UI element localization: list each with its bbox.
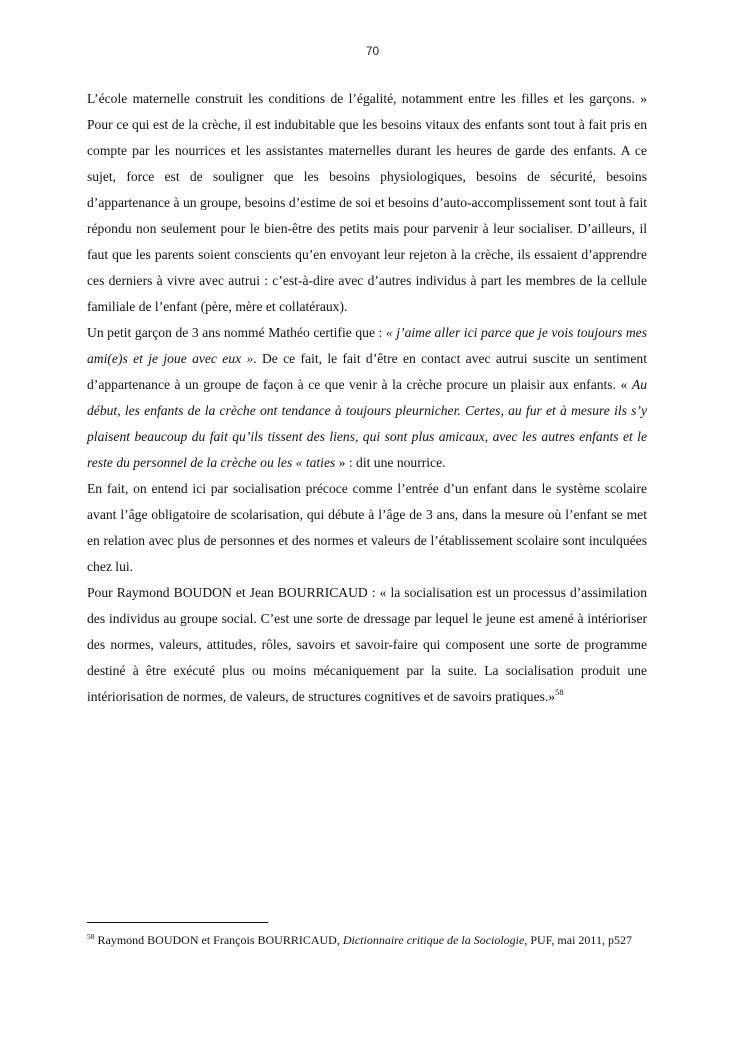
quotation-italic: Au début, les enfants de la crèche ont tendance à toujours pleurnicher. Certes, au fur et à mesure ils s’y plaisent beaucoup du fait qu’ils tissent des liens, qui sont plus amicaux, avec les autres enfants et le reste du personnel de la crèche ou les « taties xyxy=(87,377,647,470)
text-segment: » : dit une nourrice. xyxy=(335,455,446,470)
footnote-text: , PUF, mai 2011, p527 xyxy=(524,933,632,947)
footnote-text: Raymond BOUDON et François BOURRICAUD, xyxy=(94,933,343,947)
paragraph-3 xyxy=(87,476,647,580)
text-segment: L’école maternelle construit les conditions de l’égalité, notamment entre les filles et les garçons. » Pour ce qui est de la crèche, il est indubitable que les besoins vitaux des enfants sont tout à fait pris en compte par les nourrices et les assistantes maternelles durant les heures de garde des enfants. A ce sujet, force est de souligner que les besoins physiologiques, besoins de sécurité, besoins d’appartenance à un groupe, besoins d’estime de soi et besoins d’auto-accomplissement sont tout à fait répondu non seulement pour le bien-être des petits mais pour parvenir à leur socialiser. D’ailleurs, il faut que les parents soient conscients qu’en envoyant leur rejeton à la crèche, ils essaient d’apprendre ces derniers à vivre avec autrui : c’est-à-dire avec d’autres individus à part les membres de la cellule familiale de l’enfant (père, mère et collatéraux). xyxy=(87,91,647,314)
text-segment: En fait, on entend ici par socialisation précoce comme l’entrée d’un enfant dans le système scolaire avant l’âge obligatoire de scolarisation, qui débute à l’âge de 3 ans, dans la mesure où l’enfant se met en relation avec plus de personnes et des normes et valeurs de l’établissement scolaire sont inculquées chez lui. xyxy=(87,481,647,574)
paragraph-4 xyxy=(87,580,647,710)
paragraph-1 xyxy=(87,86,647,320)
quotation-italic: « j’aime aller ici parce que je vois toujours mes ami(e)s et je joue avec eux » xyxy=(87,325,648,366)
footnote-reference[interactable]: 58 xyxy=(555,687,564,697)
body-text xyxy=(87,86,647,710)
text-segment: . De ce fait, le fait d’être en contact avec autrui suscite un sentiment d’appartenance à un groupe de façon à ce que venir à la crèche procure un plaisir aux enfants. « xyxy=(87,351,647,392)
text-segment: Un petit garçon de 3 ans nommé Mathéo certifie que : xyxy=(87,325,386,340)
text-segment: Pour Raymond BOUDON et Jean BOURRICAUD : « la socialisation est un processus d’assimilation des individus au groupe social. C’est une sorte de dressage par lequel le jeune est amené à intérioriser des normes, valeurs, attitudes, rôles, savoirs et savoir-faire qui composent une sorte de programme destiné à être exécuté plus ou moins mécaniquement par la suite. La socialisation produit une intériorisation de normes, de valeurs, de structures cognitives et de savoirs pratiques.» xyxy=(87,585,647,704)
footnote-separator xyxy=(87,922,268,923)
footnote-book-title: Dictionnaire critique de la Sociologie xyxy=(342,933,525,947)
paragraph-2 xyxy=(87,320,647,476)
footnote xyxy=(87,930,647,950)
footnote-number: 58 xyxy=(87,932,95,941)
page-number: 70 xyxy=(365,44,380,58)
